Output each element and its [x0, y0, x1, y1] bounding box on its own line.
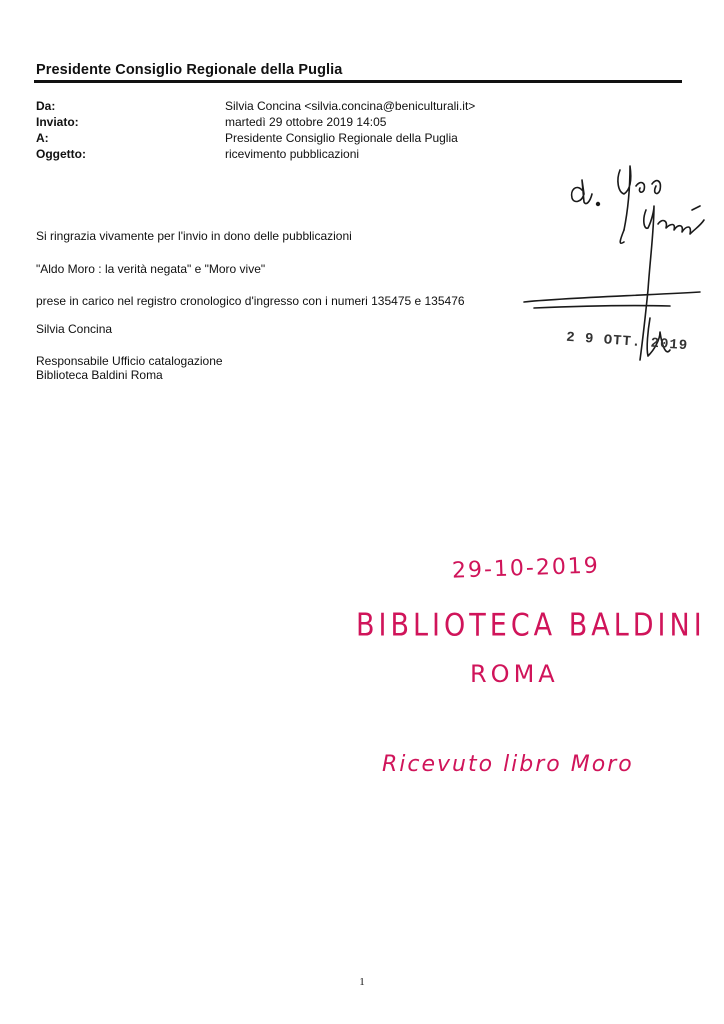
handwritten-date: 29-10-2019 — [451, 553, 601, 584]
handwritten-city: ROMA — [470, 660, 559, 688]
header-value-sent: martedì 29 ottobre 2019 14:05 — [225, 115, 387, 129]
header-value-subject: ricevimento pubblicazioni — [225, 147, 360, 161]
header-label-subject: Oggetto: — [36, 147, 86, 161]
body-publications-line: "Aldo Moro : la verità negata" e "Moro vive" — [36, 262, 266, 276]
body-signature-name: Silvia Concina — [36, 322, 113, 336]
received-date-stamp: 2 9 OTT. 2019 — [565, 329, 689, 355]
header-value-from: Silvia Concina <silvia.concina@beniculturali.it> — [225, 99, 476, 113]
header-label-from: Da: — [36, 99, 56, 113]
title-divider — [34, 80, 682, 83]
body-thanks-line: Si ringrazia vivamente per l'invio in dono delle pubblicazioni — [36, 229, 352, 243]
body-registry-line: prese in carico nel registro cronologico d'ingresso con i numeri 135475 e 135476 — [36, 294, 465, 308]
header-label-to: A: — [36, 131, 49, 145]
handwritten-note: Ricevuto libro Moro — [382, 752, 634, 777]
header-value-to: Presidente Consiglio Regionale della Puglia — [225, 131, 458, 145]
body-role: Responsabile Ufficio catalogazione — [36, 354, 223, 368]
page-number: 1 — [359, 976, 365, 988]
header-label-sent: Inviato: — [36, 115, 79, 129]
handwritten-library-name: BIBLIOTECA BALDINI — [356, 607, 706, 644]
body-organization: Biblioteca Baldini Roma — [36, 368, 163, 382]
document-title: Presidente Consiglio Regionale della Puglia — [36, 62, 343, 78]
